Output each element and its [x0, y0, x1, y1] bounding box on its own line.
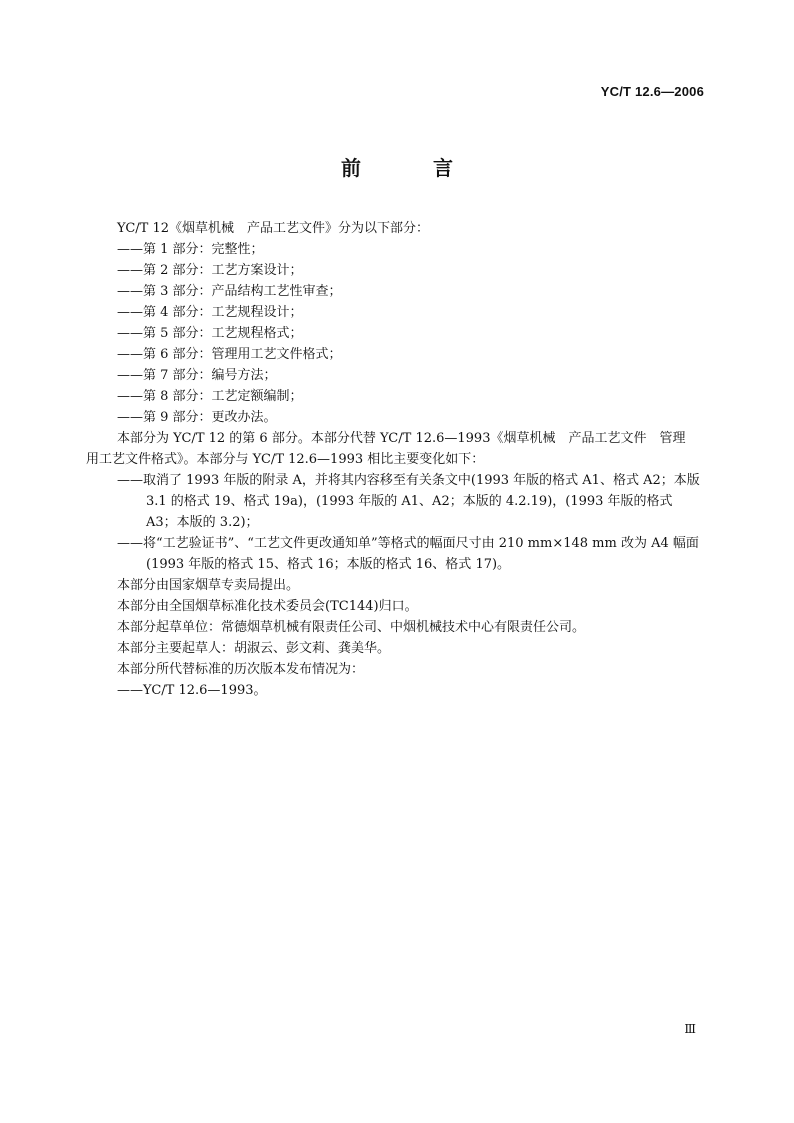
part-item: ——第 1 部分：完整性；	[117, 242, 264, 257]
drafting-units: 本部分起草单位：常德烟草机械有限责任公司、中烟机械技术中心有限责任公司。	[117, 620, 586, 635]
part-item: ——第 3 部分：产品结构工艺性审查；	[117, 284, 342, 299]
replace-paragraph-line2: 用工艺文件格式》。本部分与 YC/T 12.6—1993 相比主要变化如下：	[86, 452, 485, 467]
drafters: 本部分主要起草人：胡淑云、彭文莉、龚美华。	[117, 641, 391, 656]
page-number: Ⅲ	[684, 1022, 696, 1036]
standard-number: YC/T 12.6—2006	[600, 84, 704, 99]
foreword-body	[86, 218, 707, 701]
part-item: ——第 8 部分：工艺定额编制；	[117, 389, 303, 404]
centralized-by: 本部分由全国烟草标准化技术委员会(TC144)归口。	[117, 599, 418, 614]
part-item: ——第 5 部分：工艺规程格式；	[117, 326, 303, 341]
change-item: ——将“工艺验证书”、“工艺文件更改通知单”等格式的幅面尺寸由 210 mm×148 mm 改为 A4 幅面(1993 年版的格式 15、格式 16；本版的格式 16、格式 17)。	[117, 536, 699, 572]
intro-paragraph: YC/T 12《烟草机械 产品工艺文件》分为以下部分：	[117, 221, 430, 236]
page-title: 前 言	[341, 156, 479, 180]
part-item: ——第 7 部分：编号方法；	[117, 368, 277, 383]
proposed-by: 本部分由国家烟草专卖局提出。	[117, 578, 300, 593]
change-item: ——取消了 1993 年版的附录 A，并将其内容移至有关条文中(1993 年版的格式 A1、格式 A2；本版 3.1 的格式 19、格式 19a)，(1993 年版的 A1、A2；本版的 4.2.19)，(1993 年版的格式 A3；本版的 3.2)；	[117, 473, 700, 530]
part-item: ——第 6 部分：管理用工艺文件格式；	[117, 347, 342, 362]
replace-paragraph-line1: 本部分为 YC/T 12 的第 6 部分。本部分代替 YC/T 12.6—1993《烟草机械 产品工艺文件 管理	[117, 431, 686, 446]
part-item: ——第 9 部分：更改办法。	[117, 410, 277, 425]
history-intro: 本部分所代替标准的历次版本发布情况为：	[117, 662, 365, 677]
part-item: ——第 2 部分：工艺方案设计；	[117, 263, 303, 278]
history-item: ——YC/T 12.6—1993。	[117, 683, 267, 698]
part-item: ——第 4 部分：工艺规程设计；	[117, 305, 303, 320]
